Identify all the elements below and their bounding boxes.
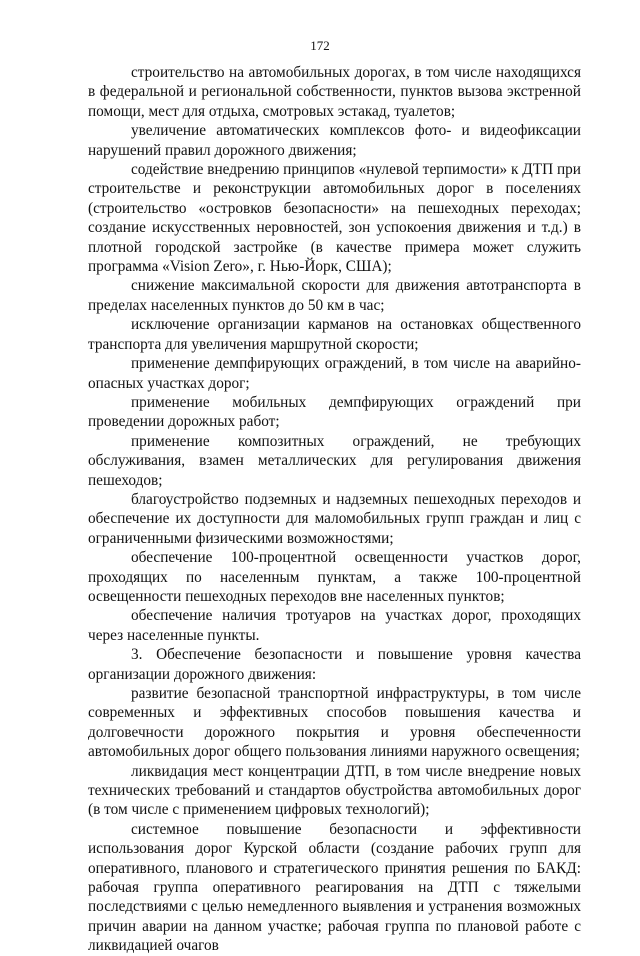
paragraph: снижение максимальной скорости для движения автотранспорта в пределах населенных пунктов до 50 км в час; <box>88 277 581 314</box>
paragraph: ликвидация мест концентрации ДТП, в том числе внедрение новых технических требований и стандартов обустройства автомобильных дорог (в том числе с применением цифровых технологий); <box>88 762 581 819</box>
document-body <box>88 63 581 956</box>
paragraph: обеспечение наличия тротуаров на участках дорог, проходящих через населенные пункты. <box>88 607 581 644</box>
paragraph: применение композитных ограждений, не требующих обслуживания, взамен металлических для регулирования движения пешеходов; <box>88 432 581 489</box>
paragraph: благоустройство подземных и надземных пешеходных переходов и обеспечение их доступности для маломобильных групп граждан и лиц с ограниченными физическими возможностями; <box>88 490 581 547</box>
page-number: 172 <box>310 38 330 53</box>
paragraph: содействие внедрению принципов «нулевой терпимости» к ДТП при строительстве и реконструкции автомобильных дорог в поселениях (строительство «островков безопасности» на пешеходных переходах; создание искусственных неровностей, зон успокоения движения и т.д.) в плотной городской застройке (в качестве примера может служить программа «Vision Zero», г. Нью-Йорк, США); <box>88 161 581 276</box>
paragraph: исключение организации карманов на остановках общественного транспорта для увеличения маршрутной скорости; <box>88 316 581 353</box>
paragraph: системное повышение безопасности и эффективности использования дорог Курской области (создание рабочих групп для оперативного, планового и стратегического принятия решения по БАКД: рабочая группа оперативного реагирования на ДТП с тяжелыми последствиями с целью немедленного выявления и устранения возможных причин аварии на данном участке; рабочая группа по плановой работе с ликвидацией очагов <box>88 820 581 955</box>
paragraph: обеспечение 100-процентной освещенности участков дорог, проходящих по населенным пунктам, а также 100-процентной освещенности пешеходных переходов вне населенных пунктов; <box>88 549 581 605</box>
paragraph: строительство на автомобильных дорогах, в том числе находящихся в федеральной и региональной собственности, пунктов вызова экстренной помощи, мест для отдыха, смотровых эстакад, туалетов; <box>88 64 581 120</box>
section-heading: 3. Обеспечение безопасности и повышение уровня качества организации дорожного движения: <box>88 646 581 683</box>
paragraph: развитие безопасной транспортной инфраструктуры, в том числе современных и эффективных способов повышения качества и долговечности дорожного покрытия и уровня обеспеченности автомобильных дорог общего пользования линиями наружного освещения; <box>88 685 581 761</box>
paragraph: применение мобильных демпфирующих ограждений при проведении дорожных работ; <box>88 393 581 431</box>
paragraph: увеличение автоматических комплексов фото- и видеофиксации нарушений правил дорожного движения; <box>88 122 581 159</box>
paragraph: применение демпфирующих ограждений, в том числе на аварийно-опасных участках дорог; <box>88 355 581 392</box>
